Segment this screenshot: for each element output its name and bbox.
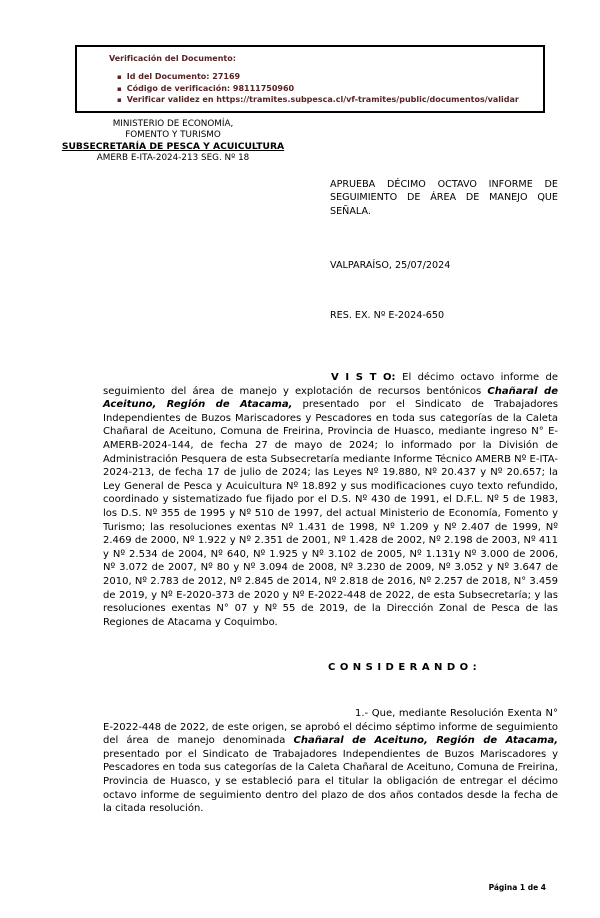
resolution-number: RES. EX. Nº E-2024-650 xyxy=(330,310,445,321)
resolution-subject: APRUEBA DÉCIMO OCTAVO INFORME DE SEGUIMIENTO DE ÁREA DE MANEJO QUE SEÑALA. xyxy=(330,179,558,217)
ministry-name-line1: MINISTERIO DE ECONOMÍA, xyxy=(112,119,234,129)
file-reference: AMERB E-ITA-2024-213 SEG. Nº 18 xyxy=(96,152,250,163)
verification-box xyxy=(75,45,545,113)
subsecretaria-name: SUBSECRETARÍA DE PESCA Y ACUICULTURA xyxy=(61,141,285,153)
verification-item-label: Código de verificación: 98111750960 xyxy=(126,83,295,93)
considerando-paragraph-1: 1.- Que, mediante Resolución Exenta N° E-2022-448 de 2022, de este origen, se aprobó el décimo séptimo informe de seguimiento del área de manejo denominada Chañaral de Aceituno, Región de Atacama, presentado por el Sindicato de Trabajadores Independientes de Buzos Mariscadores y Pescadores en toda sus categorías de la Caleta Chañaral de Aceituno, Comuna de Freirina, Provincia de Huasco, y se estableció para el titular la obligación de entregar el décimo octavo informe de seguimiento dentro del plazo de dos años contados desde la fecha de la citada resolución. xyxy=(103,708,558,815)
verification-item-document-id xyxy=(117,72,535,82)
verification-item-url xyxy=(117,95,535,105)
verification-title: Verificación del Documento: xyxy=(109,54,236,63)
visto-paragraph: V I S T O: El décimo octavo informe de seguimiento del área de manejo y explotación de recursos bentónicos Chañaral de Aceituno, Región de Atacama, presentado por el Sindicato de Trabajadores Independientes de Buzos Mariscadores y Pescadores en toda sus categorías de la Caleta Chañaral de Aceituno, Comuna de Freirina, Provincia de Huasco, mediante ingreso N° E-AMERB-2024-144, de fecha 27 de mayo de 2024; lo informado por la División de Administración Pesquera de esta Subsecretaría mediante Informe Técnico AMERB Nº E-ITA-2024-213, de fecha 17 de julio de 2024; las Leyes Nº 19.880, Nº 20.437 y Nº 20.657; la Ley General de Pesca y Acuicultura Nº 18.892 y sus modificaciones cuyo texto refundido, coordinado y sistematizado fue fijado por el D.S. Nº 430 de 1991, el D.F.L. Nº 5 de 1983, los D.S. Nº 355 de 1995 y Nº 510 de 1997, del actual Ministerio de Economía, Fomento y Turismo; las resoluciones exentas Nº 1.431 de 1998, Nº 1.209 y Nº 2.407 de 1999, Nº 2.469 de 2000, Nº 1.922 y Nº 2.351 de 2001, Nº 1.428 de 2002, Nº 2.198 de 2003, Nº 411 y Nº 2.534 de 2004, Nº 640, Nº 1.925 y Nº 3.102 de 2005, Nº 1.131y Nº 3.000 de 2006, Nº 3.072 de 2007, Nº 80 y Nº 3.094 de 2008, Nº 3.230 de 2009, Nº 3.052 y Nº 3.647 de 2010, Nº 2.783 de 2012, Nº 2.845 de 2014, Nº 2.818 de 2016, Nº 2.257 de 2018, N° 3.459 de 2019, y Nº E-2020-373 de 2020 y Nº E-2022-448 de 2022, de esta Subsecretaría; y las resoluciones exentas N° 07 y Nº 55 de 2019, de la Dirección Zonal de Pesca de las Regiones de Atacama y Coquimbo. xyxy=(103,372,558,628)
verification-item-label: Id del Documento: 27169 xyxy=(126,72,241,81)
letterhead xyxy=(36,119,310,164)
considerando-heading: C O N S I D E R A N D O : xyxy=(328,662,478,673)
page-number: Página 1 de 4 xyxy=(488,883,546,892)
place-and-date: VALPARAÍSO, 25/07/2024 xyxy=(330,260,451,271)
bullet-icon: ▪ xyxy=(117,96,122,104)
bullet-icon: ▪ xyxy=(117,84,122,93)
verification-validate-url: Verificar validez en https://tramites.subpesca.cl/vf-tramites/public/documentos/validar xyxy=(126,95,519,104)
ministry-name-line2: FOMENTO Y TURISMO xyxy=(125,130,221,141)
verification-list xyxy=(109,72,535,105)
bullet-icon: ▪ xyxy=(117,73,122,81)
verification-item-code xyxy=(117,84,535,94)
